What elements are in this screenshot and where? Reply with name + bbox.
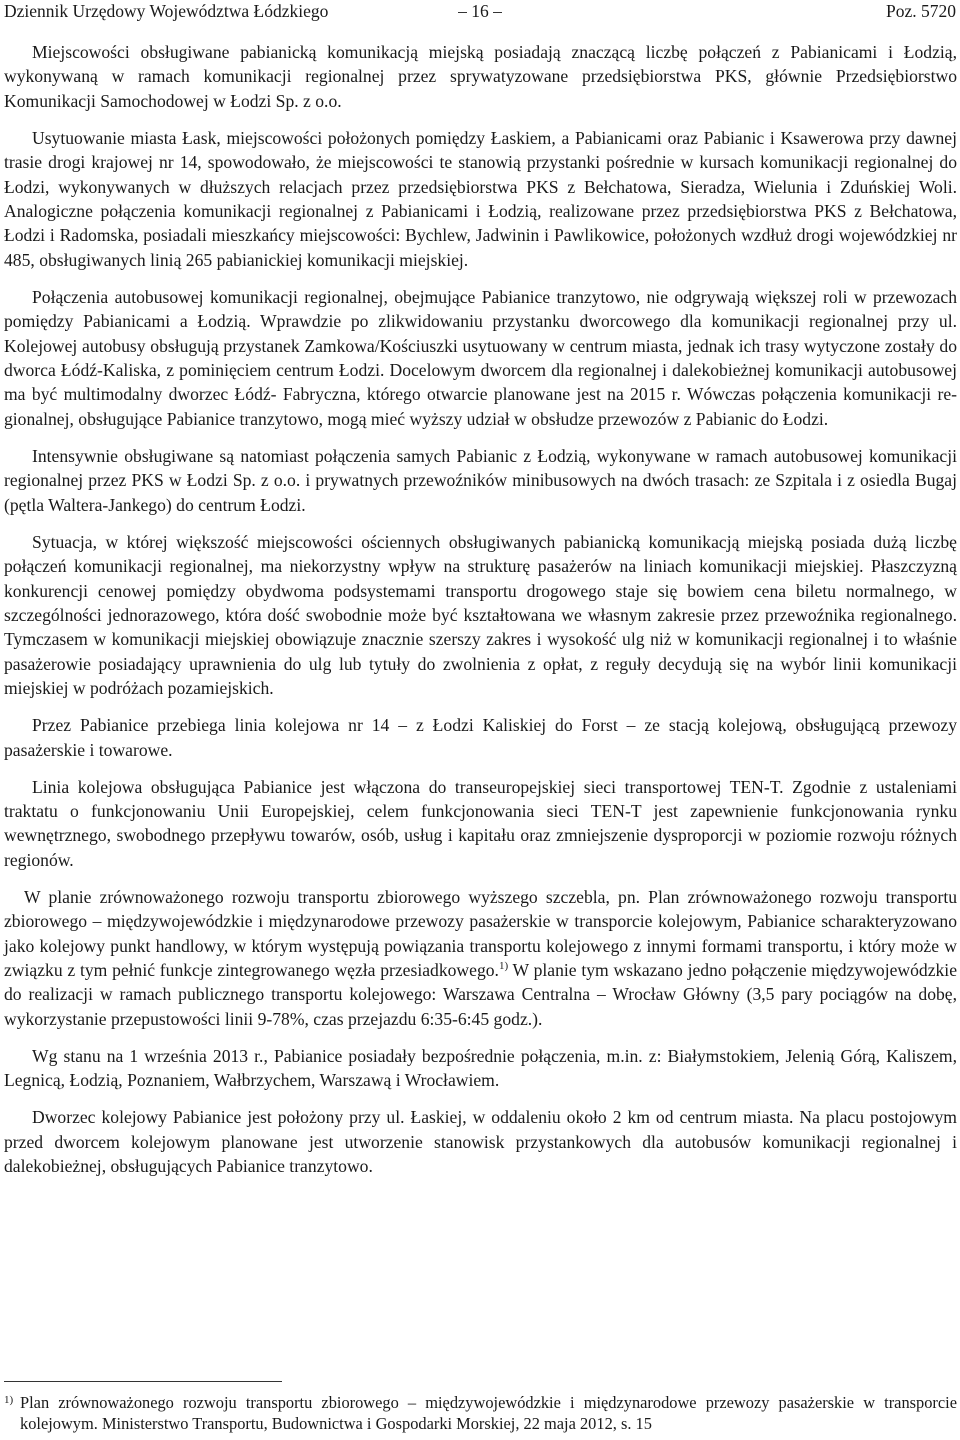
document-body <box>4 40 957 1191</box>
footnote-reference[interactable]: 1) <box>498 960 509 973</box>
footnote-text: Plan zrównoważonego rozwoju transportu zbiorowego – międzywojewódzkie i międzynarodowe przewozy pasażerskie w transporcie kolejowym. Ministerstwo Transportu, Budownictwa i Gospodarki Morskiej, 22 maja 2012, s. 15 <box>20 1393 957 1433</box>
paragraph-6: Przez Pabianice przebiega linia kolejowa nr 14 – z Łodzi Kaliskiej do Forst – ze stacją kolejową, obsługującą przewozy pasażerskie i towarowe. <box>4 715 957 760</box>
page-number: – 16 – <box>458 1 502 21</box>
paragraph-10: Dworzec kolejowy Pabianice jest położony przy ul. Łaskiej, w oddaleniu około 2 km od centrum miasta. Na placu postojowym przed dworcem kolejowym planowane jest utworzenie stanowisk przystankowych dla autobusów komunikacji regionalnej i dalekobieżnej, obsługujących Pabianice tranzytowo. <box>4 1107 957 1176</box>
paragraph-8-part-b: W planie tym wskazano jedno połączenie międzywojewódzkie do realizacji w ramach publicznego transportu kolejowego: Warszawa Centralna – Wrocław Główny (3,5 pary pociągów na dobę, wykorzystanie przepustowości linii 9-78%, czas przejazdu 6:35-6:45 godz.). <box>4 959 957 1029</box>
footnote-divider <box>4 1381 282 1382</box>
footnote <box>4 1392 957 1434</box>
paragraph-9: Wg stanu na 1 września 2013 r., Pabianice posiadały bezpośrednie połączenia, m.in. z: Białymstokiem, Jelenią Górą, Kaliszem, Legnicą, Łodzią, Poznaniem, Wałbrzychem, Warszawą i Wrocławiem. <box>4 1045 957 1091</box>
page-header <box>4 0 956 24</box>
footnote-mark: 1) <box>4 1394 14 1406</box>
paragraph-3: Połączenia autobusowej komunikacji regionalnej, obejmujące Pabianice tranzytowo, nie odgrywają większej roli w przewozach pomiędzy Pabianicami a Łodzią. Wprawdzie po zlikwidowaniu przystanku dworcowego dla komunikacji regionalnej przy ul. Kolejowej autobusy obsługują przystanek Zamkowa/Kościuszki usytuowany w centrum miasta, jednak ich trasy wytyczone zostały do dworca Łódź-Kaliska, z pominięciem centrum Łodzi. Docelowym dworcem dla regionalnej i dalekobieżnej komunikacji autobusowej ma być multimodalny dworzec Łódź- Fabryczna, którego otwarcie planowane jest na 2015 r. Wówczas połączenia komunikacji regionalnej, obsługujące Pabianice tranzytowo, mogą mieć wyższy udział w obsłudze przewozów z Pabianic do Łodzi. <box>4 286 957 429</box>
paragraph-7: Linia kolejowa obsługująca Pabianice jest włączona do transeuropejskiej sieci transportowej TEN-T. Zgodnie z ustaleniami traktatu o funkcjonowaniu Unii Europejskiej, celem funkcjonowania sieci TEN-T jest zapewnienie funkcjonowania rynku wewnętrznego, swobodnego przepływu towarów, osób, usług i kapitału oraz zmniejszenie dysproporcji w poziomie rozwoju różnych regionów. <box>4 776 957 870</box>
paragraph-4: Intensywnie obsługiwane są natomiast połączenia samych Pabianic z Łodzią, wykonywane w ramach autobusowej komunikacji regionalnej przez PKS w Łodzi Sp. z o.o. i prywatnych przewoźników minibusowych na dwóch trasach: ze Szpitala i z osiedla Bugaj (pętla Waltera-Jankego) do centrum Łodzi. <box>4 445 957 515</box>
paragraph-5: Sytuacja, w której większość miejscowości ościennych obsługiwanych pabianicką komunikacją miejską posiada dużą liczbę połączeń komunikacji regionalnej, ma niekorzystny wpływ na strukturę pasażerów na liniach komunikacji miejskiej. Płaszczyzną konkurencji cenowej pomiędzy obydwoma podsystemami transportu drogowego staje się bowiem cena biletu normalnego, w szczególności jednorazowego, która dość swobodnie może być kształtowana we własnym zakresie przez przewoźnika regionalnego. Tymczasem w komunikacji miejskiej obowiązuje znacznie szerszy zakres i wysokość ulg niż w komunikacji regionalnej i to właśnie pasażerowie posiadający uprawnienia do ulg lub tytuły do zwolnienia z opłat, z reguły decydują się na wybór linii komunikacji miejskiej w podróżach pozamiejskich. <box>4 531 957 699</box>
position-number: Poz. 5720 <box>886 1 956 21</box>
paragraph-8-part-a: W planie zrównoważonego rozwoju transportu zbiorowego wyższego szczebla, pn. Plan zrównoważonego rozwoju transportu zbiorowego – międzywojewódzkie i międzynarodowe przewozy pasażerskie w transporcie kolejowym, Pabianice scharakteryzowano jako kolejowy punkt handlowy, w którym występują powiązania transportu kolejowego z innymi formami transportu, i który może w związku z tym pełnić funkcje zintegrowanego węzła przesiadkowego. <box>4 886 957 980</box>
paragraph-1: Miejscowości obsługiwane pabianicką komunikacją miejską posiadają znaczącą liczbę połączeń z Pabianicami i Łodzią, wykonywaną w ramach komunikacji regionalnej przez sprywatyzowane przedsiębiorstwa PKS, głównie Przedsiębiorstwo Komunikacji Samochodowej w Łodzi Sp. z o.o. <box>4 42 957 111</box>
paragraph-8 <box>4 885 957 1031</box>
paragraph-2: Usytuowanie miasta Łask, miejscowości położonych pomiędzy Łaskiem, a Pabianicami oraz Pabianic i Ksawerowa przy dawnej trasie drogi krajowej nr 14, spowodowało, że miejscowości te stanowią przystanki pośrednie w kursach komunikacji regionalnej do Łodzi, wykonywanych w dłuższych relacjach przez przedsiębiorstwa PKS z Bełchatowa, Sieradza, Wielunia i Zduńskiej Woli. Analogiczne połączenia komunikacji regionalnej z Pabianicami i Łodzią, realizowane przez przedsiębiorstwa PKS z Bełchatowa, Łodzi i Radomska, posiadali mieszkańcy miejscowości: Bychlew, Jadwinin i Pawlikowice, położonych wzdłuż drogi wojewódzkiej nr 485, obsługiwanych linią 265 pabianickiej komunikacji miejskiej. <box>4 127 957 270</box>
journal-title: Dziennik Urzędowy Województwa Łódzkiego <box>4 1 329 21</box>
